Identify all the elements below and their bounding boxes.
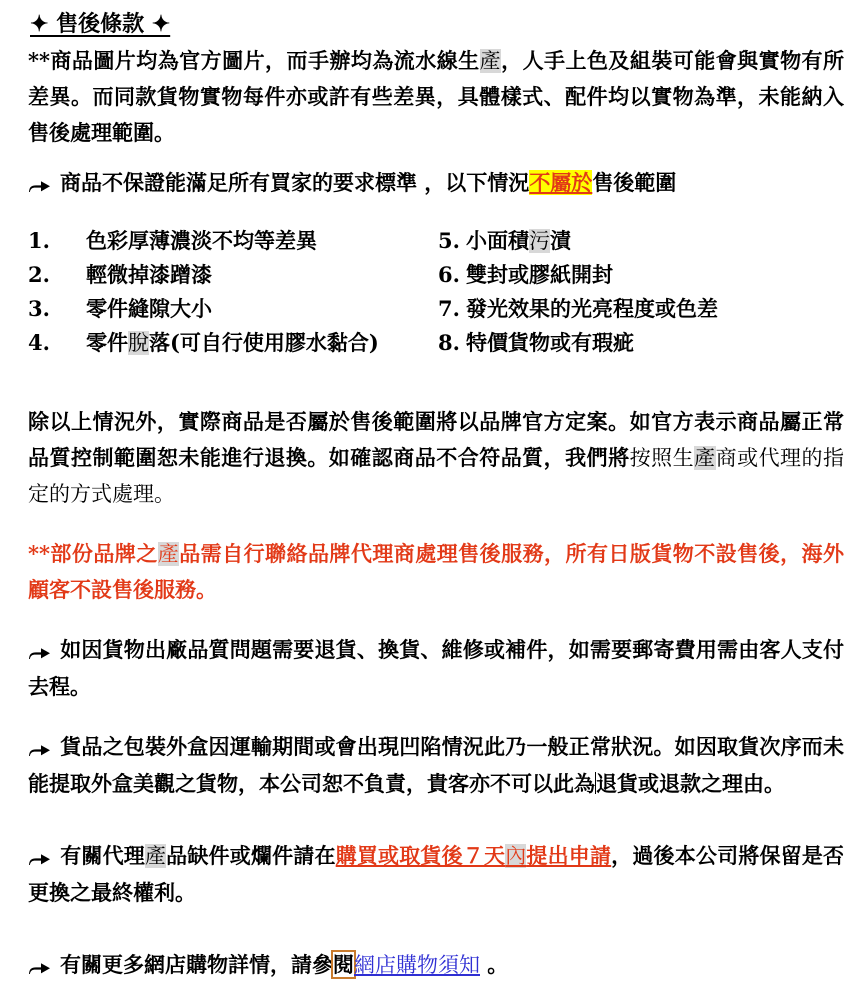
brand-service-notice — [28, 536, 844, 608]
exclusion-row — [28, 258, 844, 292]
exclusion-item-6 — [466, 258, 844, 292]
returns-policy — [28, 632, 844, 705]
arrow-bullet-icon — [28, 948, 54, 984]
exclusion-row — [28, 224, 844, 258]
text-run: 發光效果的光亮程度或色差 — [466, 296, 718, 321]
exclusion-item-7 — [466, 292, 844, 326]
text-run: 有關代理 — [60, 843, 145, 868]
text-run: 輕微掉漆蹭漆 — [86, 262, 212, 287]
exclusion-item-3 — [86, 292, 438, 326]
packaging-notice-text — [28, 734, 844, 796]
text-run: 貨品之包裝外盒因運輸期間或會出現凹陷情況此乃一般正常狀況。如因取貨次序而未能提取外盒美觀之貨物，本公司恕不負責，貴客亦不可以此為 — [28, 734, 844, 796]
exclusion-row — [28, 326, 844, 360]
text-run: 小面積 — [466, 228, 529, 253]
list-number: 1. — [28, 228, 50, 253]
decision-paragraph — [28, 404, 844, 512]
text-run: 特價貨物或有瑕疵 — [466, 330, 634, 355]
defect-claim-text — [28, 843, 844, 905]
more-info-text — [60, 952, 508, 977]
more-info — [28, 947, 844, 984]
not-covered-statement — [28, 165, 844, 202]
text-run: 色彩厚薄濃淡不均等差異 — [86, 228, 317, 253]
text-run: 產 — [157, 542, 180, 566]
text-run: 按照生 — [629, 446, 695, 470]
text-run: 品缺件或爛件請在 — [166, 843, 336, 868]
exclusion-item-2 — [86, 258, 438, 292]
packaging-notice — [28, 729, 844, 802]
list-number: 3. — [28, 296, 50, 321]
text-run: 內 — [505, 844, 527, 868]
text-run: 如因貨物出廠品質問題需要退貨、換貨、維修或補件，如需要郵寄費用需由客人支付去程。 — [28, 637, 844, 699]
text-run: **商品圖片均為官方圖片，而手辦均為流水線生 — [28, 48, 480, 73]
page-title: ✦ 售後條款 ✦ — [30, 11, 171, 37]
text-run: 閱 — [333, 952, 354, 977]
list-number: 8. — [438, 330, 460, 355]
text-run: 提出申請 — [526, 843, 612, 868]
returns-policy-text — [28, 637, 844, 699]
exclusion-row — [28, 292, 844, 326]
text-run: 購買或取貨後７天 — [335, 843, 506, 868]
list-number: 5. — [438, 228, 460, 253]
text-run: 。 — [480, 952, 509, 977]
text-run: 退貨或退款之理由。 — [596, 771, 785, 796]
list-number: 2. — [28, 262, 50, 287]
list-number: 6. — [438, 262, 460, 287]
text-run: 零件縫隙大小 — [86, 296, 212, 321]
text-run: 產 — [479, 49, 502, 73]
text-run: 漬 — [550, 228, 571, 253]
not-covered-text — [60, 170, 676, 195]
exclusion-item-8 — [466, 326, 844, 360]
arrow-bullet-icon — [28, 633, 54, 669]
exclusion-item-4 — [86, 326, 438, 360]
text-run: 售後範圍 — [592, 170, 677, 195]
text-run: 產 — [694, 446, 716, 470]
list-number: 7. — [438, 296, 460, 321]
text-run: ，人手上色及組裝可能會與實物有所差異。而同款貨物實物每件亦或許有些差異，具體樣式、配件均以實物為準，未能納入售後處理範圍。 — [28, 48, 845, 145]
text-run: 商或代理的指定的方式處理。 — [28, 446, 845, 506]
intro-paragraph — [28, 43, 844, 151]
list-number: 4. — [28, 330, 50, 355]
exclusion-item-1 — [86, 224, 438, 258]
exclusion-list — [28, 224, 844, 360]
arrow-bullet-icon — [28, 730, 54, 766]
arrow-bullet-icon — [28, 166, 54, 202]
text-run: 除以上情況外，實際商品是否屬於售後範圍將以品牌官方定案。如官方表示商品屬正常品質控制範圍恕未能進行退換。如確認商品不合符品質，我們將 — [28, 409, 844, 470]
text-run: 商品不保證能滿足所有買家的要求標準 ，以下情況 — [60, 170, 530, 195]
text-run: 有關更多網店購物詳情，請參 — [60, 952, 333, 977]
text-run: 不屬於 — [529, 170, 593, 195]
text-run: 雙封或膠紙開封 — [466, 262, 613, 287]
text-run: ，過後本公司將保留是否更換之最終權利。 — [28, 843, 845, 905]
arrow-bullet-icon — [28, 839, 54, 875]
text-run: 品需自行聯絡品牌代理商處理售後服務，所有日版貨物不設售後，海外顧客不設售後服務。 — [28, 541, 845, 602]
exclusion-item-5 — [466, 224, 844, 258]
text-run: 產 — [144, 844, 167, 868]
store-shopping-notice-link[interactable]: 網店購物須知 — [354, 953, 480, 977]
text-run: 脫 — [128, 331, 149, 355]
text-run: 落(可自行使用膠水黏合) — [149, 330, 379, 355]
text-run: 污 — [529, 229, 550, 253]
defect-claim-policy — [28, 838, 844, 911]
text-run: **部份品牌之 — [28, 541, 158, 566]
text-run: 零件 — [86, 330, 128, 355]
